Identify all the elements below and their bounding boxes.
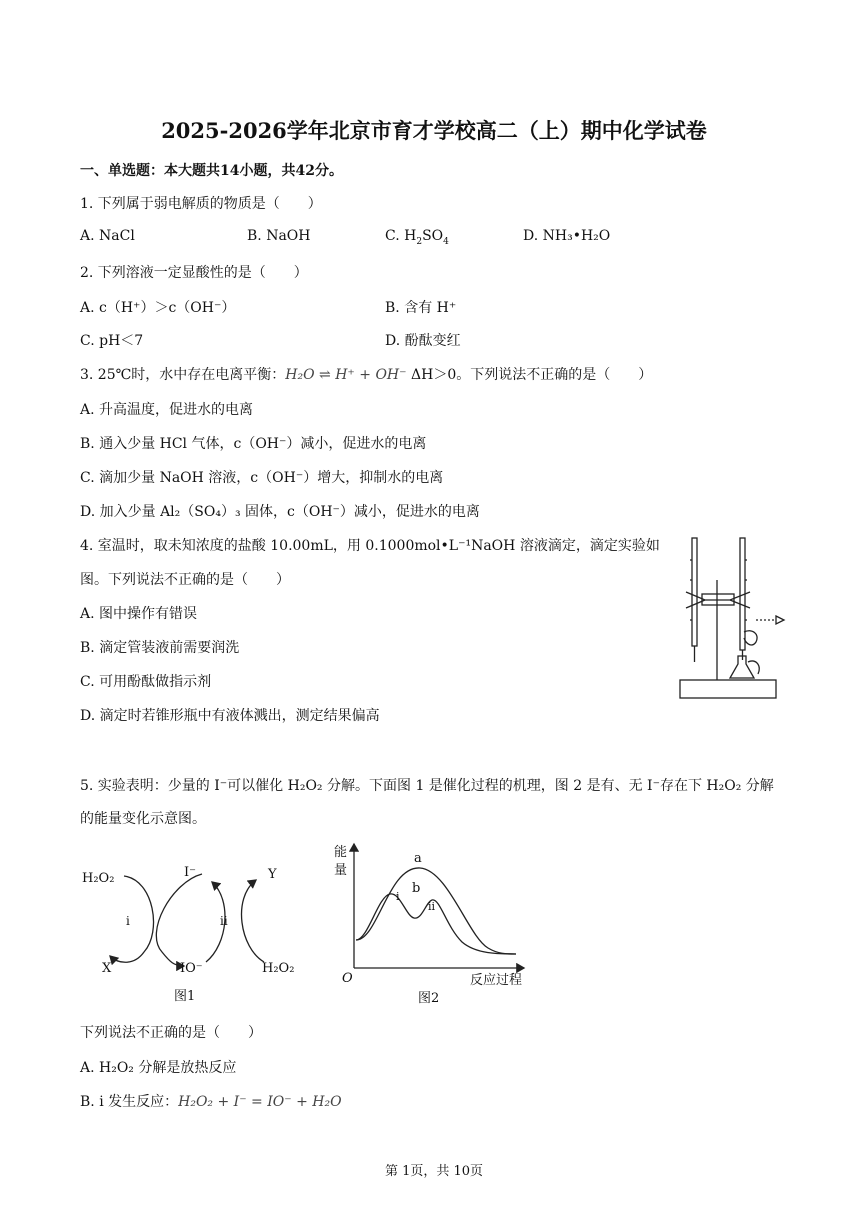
q1-option-a: A. NaCl	[80, 228, 135, 244]
fig1-step-i: i	[126, 914, 130, 928]
question-4-stem-line1: 4. 室温时，取未知浓度的盐酸 10.00mL，用 0.1000mol•L⁻¹NaOH 溶液滴定，滴定实验如	[80, 538, 660, 554]
section-heading: 一、单选题：本大题共14小题，共42分。	[80, 163, 343, 179]
stand-base	[680, 680, 776, 698]
curve-b-catalyzed	[356, 894, 516, 954]
q2-option-d: D. 酚酞变红	[385, 333, 461, 349]
figure-2-energy-diagram	[328, 836, 538, 1012]
q2-option-b: B. 含有 H⁺	[385, 300, 457, 316]
q2-option-c: C. pH＜7	[80, 333, 144, 349]
arc-step-ii-right	[242, 880, 264, 962]
q1-option-d: D. NH₃•H₂O	[523, 228, 611, 244]
question-3-stem: 3. 25℃时，水中存在电离平衡：H₂O ⇌ H⁺ + OH⁻ ΔH＞0。下列说法不正确的是（ ）	[80, 367, 653, 383]
q4-option-d: D. 滴定时若锥形瓶中有液体溅出，测定结果偏高	[80, 708, 380, 724]
q3-option-a: A. 升高温度，促进水的电离	[80, 402, 254, 418]
titration-apparatus-figure	[672, 530, 790, 702]
question-5-stem-line2: 的能量变化示意图。	[80, 811, 206, 827]
fig1-caption: 图1	[174, 989, 196, 1004]
fig2-label-i: i	[396, 890, 400, 903]
fig2-ylabel-2: 量	[334, 863, 348, 878]
question-5-stem-line1: 5. 实验表明：少量的 I⁻可以催化 H₂O₂ 分解。下面图 1 是催化过程的机理，图 2 是有、无 I⁻存在下 H₂O₂ 分解	[80, 778, 774, 794]
q3-option-b: B. 通入少量 HCl 气体，c（OH⁻）减小，促进水的电离	[80, 436, 427, 452]
fig2-xlabel: 反应过程	[470, 973, 523, 988]
question-2-stem: 2. 下列溶液一定显酸性的是（ ）	[80, 265, 308, 281]
fig1-iodide-label: I⁻	[184, 865, 196, 880]
curve-a-uncatalyzed	[356, 868, 516, 954]
fig1-step-ii: ii	[220, 914, 228, 928]
fig1-x-label: X	[102, 961, 112, 976]
fig2-caption: 图2	[418, 991, 440, 1006]
fig1-h2o2-label: H₂O₂	[82, 871, 115, 886]
arc-step-i-right	[156, 874, 202, 966]
q5-option-b-equation: H₂O₂ + I⁻ = IO⁻ + H₂O	[178, 1094, 342, 1110]
arc-step-i-left	[110, 876, 154, 962]
question-4-stem-line2: 图。下列说法不正确的是（ ）	[80, 572, 290, 588]
question-1-stem: 1. 下列属于弱电解质的物质是（ ）	[80, 196, 322, 212]
q1-option-b: B. NaOH	[247, 228, 311, 244]
q4-option-b: B. 滴定管装液前需要润洗	[80, 640, 240, 656]
figure-1-mechanism	[72, 852, 312, 1012]
q5-option-b: B. i 发生反应：H₂O₂ + I⁻ = IO⁻ + H₂O	[80, 1094, 342, 1110]
page-title: 2025-2026学年北京市育才学校高二（上）期中化学试卷	[161, 118, 707, 143]
page-footer: 第 1页，共 10页	[384, 1164, 484, 1179]
q4-option-a: A. 图中操作有错误	[80, 606, 198, 622]
fig2-origin: O	[342, 971, 353, 986]
fig1-y-label: Y	[268, 867, 277, 882]
eye-icon	[776, 616, 784, 624]
fig2-label-b: b	[412, 881, 421, 896]
q1-option-c: C. $H_2SO_4$	[385, 228, 449, 247]
q5-option-a: A. H₂O₂ 分解是放热反应	[80, 1060, 237, 1076]
q5-prompt: 下列说法不正确的是（ ）	[80, 1025, 262, 1041]
left-burette	[692, 538, 697, 646]
fig2-ylabel-1: 能	[334, 845, 348, 860]
q3-option-d: D. 加入少量 Al₂（SO₄）₃ 固体，c（OH⁻）减小，促进水的电离	[80, 504, 480, 520]
q3-option-c: C. 滴加少量 NaOH 溶液，c（OH⁻）增大，抑制水的电离	[80, 470, 444, 486]
q4-option-c: C. 可用酚酞做指示剂	[80, 674, 212, 690]
fig2-label-a: a	[414, 851, 422, 866]
fig1-h2o2-bottom-label: H₂O₂	[262, 961, 295, 976]
q3-equation: H₂O ⇌ H⁺ + OH⁻	[285, 367, 407, 383]
fig1-io-label: IO⁻	[180, 961, 203, 976]
fig2-label-ii: ii	[428, 900, 436, 913]
q2-option-a: A. c（H⁺）＞c（OH⁻）	[80, 300, 236, 316]
